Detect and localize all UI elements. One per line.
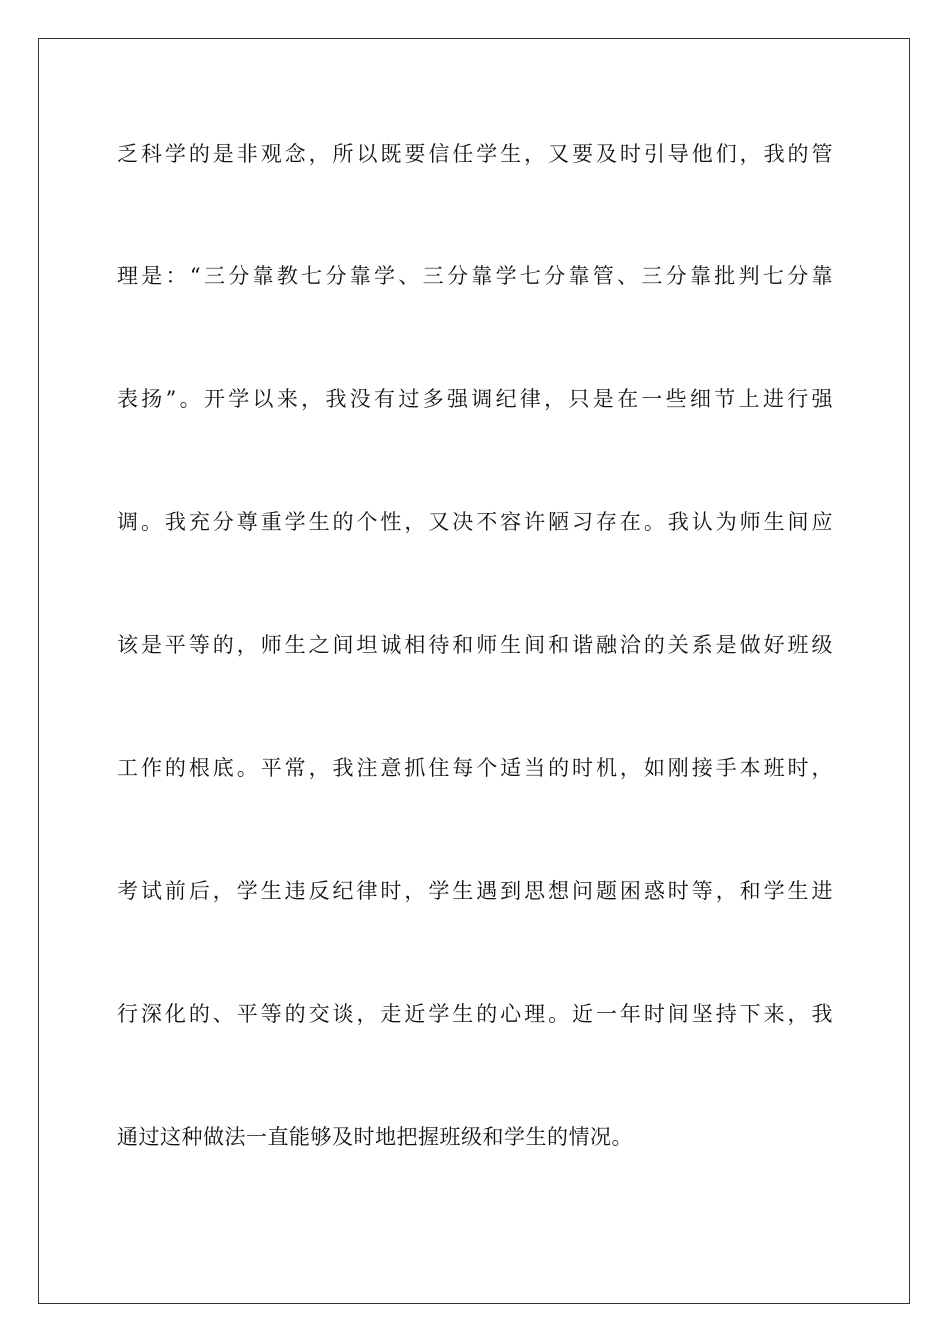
body-text-line-last: 通过这种做法一直能够及时地把握班级和学生的情况。 xyxy=(117,1125,633,1149)
body-text-line: 乏科学的是非观念，所以既要信任学生，又要及时引导他们，我的管 xyxy=(117,142,833,166)
body-text-line: 行深化的、平等的交谈，走近学生的心理。近一年时间坚持下来，我 xyxy=(117,1002,833,1026)
body-text-line: 理是：“三分靠教七分靠学、三分靠学七分靠管、三分靠批判七分靠 xyxy=(117,264,833,288)
body-text-line: 考试前后，学生违反纪律时，学生遇到思想问题困惑时等，和学生进 xyxy=(117,879,833,903)
body-text-line: 调。我充分尊重学生的个性，又决不容许陋习存在。我认为师生间应 xyxy=(117,510,833,534)
body-text-line: 表扬”。开学以来，我没有过多强调纪律，只是在一些细节上进行强 xyxy=(117,387,833,411)
page-border xyxy=(38,38,910,1304)
body-text-line: 该是平等的，师生之间坦诚相待和师生间和谐融洽的关系是做好班级 xyxy=(117,633,833,657)
body-text-line: 工作的根底。平常，我注意抓住每个适当的时机，如刚接手本班时， xyxy=(117,756,833,780)
